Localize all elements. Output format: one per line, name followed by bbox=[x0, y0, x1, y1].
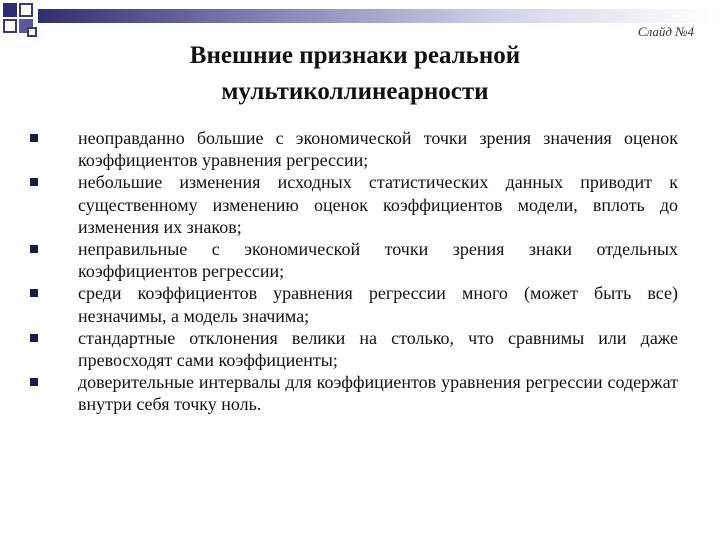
list-item-text: стандартные отклонения велики на столько, что сравнимы или даже превосходят сами коэффициенты; bbox=[78, 327, 678, 371]
square-bullet-icon bbox=[30, 178, 38, 186]
list-item bbox=[78, 282, 678, 326]
list-item-text: неоправданно большие с экономической точки зрения значения оценок коэффициентов уравнения регрессии; bbox=[78, 128, 678, 171]
corner-square-icon bbox=[3, 3, 17, 17]
header-gradient-bar bbox=[38, 9, 718, 23]
slide-title: Внешние признаки реальной мультиколлинеарности bbox=[189, 42, 521, 105]
list-item-text: небольшие изменения исходных статистических данных приводит к существенному изменению оценок коэффициентов модели, вплоть до изменения их знаков; bbox=[78, 172, 678, 237]
square-bullet-icon bbox=[30, 134, 38, 142]
list-item bbox=[78, 327, 678, 371]
list-item bbox=[78, 171, 678, 238]
slide-number: Слайд №4 bbox=[637, 24, 694, 39]
list-item bbox=[78, 238, 678, 282]
corner-square-icon bbox=[3, 19, 17, 33]
list-item-text: доверительные интервалы для коэффициентов уравнения регрессии содержат внутри себя точку ноль. bbox=[78, 372, 678, 415]
list-item bbox=[78, 127, 678, 171]
square-bullet-icon bbox=[30, 245, 38, 253]
square-bullet-icon bbox=[30, 334, 38, 342]
list-item-text: среди коэффициентов уравнения регрессии много (может быть все) незначимы, а модель значима; bbox=[78, 283, 678, 326]
square-bullet-icon bbox=[30, 378, 38, 386]
square-bullet-icon bbox=[30, 289, 38, 297]
list-item-text: неправильные с экономической точки зрения знаки отдельных коэффициентов регрессии; bbox=[78, 239, 678, 282]
bullet-list bbox=[78, 127, 678, 416]
corner-square-icon bbox=[27, 27, 37, 37]
list-item bbox=[78, 371, 678, 415]
corner-square-icon bbox=[19, 3, 33, 17]
